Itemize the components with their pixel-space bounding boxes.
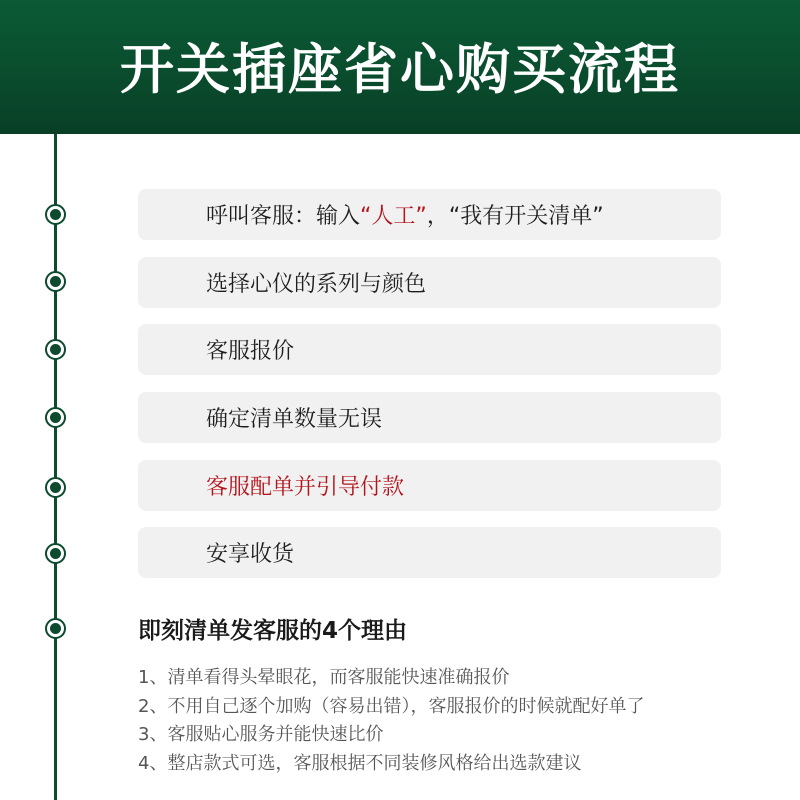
timeline-dot-3 xyxy=(45,339,66,360)
page-title: 开关插座省心购买流程 xyxy=(120,37,680,101)
step-payment xyxy=(138,460,721,511)
timeline-dot-7 xyxy=(45,618,66,639)
reason-item-2: 2、不用自己逐个加购（容易出错），客服报价的时候就配好单了 xyxy=(138,696,645,717)
timeline-dot-4 xyxy=(45,407,66,428)
reasons-title: 即刻清单发客服的4个理由 xyxy=(138,618,408,644)
step-call-service xyxy=(138,189,721,240)
step-5-label: 客服配单并引导付款 xyxy=(206,475,405,500)
step-1-highlight: “人工” xyxy=(360,204,427,229)
step-1-suffix: ，“我有开关清单” xyxy=(426,204,604,229)
reason-item-3: 3、客服贴心服务并能快速比价 xyxy=(138,724,384,745)
timeline-dot-2 xyxy=(45,271,66,292)
step-3-label: 客服报价 xyxy=(206,339,295,364)
step-choose-series xyxy=(138,257,721,308)
timeline-dot-5 xyxy=(45,477,66,498)
timeline-line xyxy=(54,134,57,800)
timeline-dot-6 xyxy=(45,543,66,564)
step-4-label: 确定清单数量无误 xyxy=(206,407,383,432)
step-receive xyxy=(138,527,721,578)
step-confirm-list xyxy=(138,392,721,443)
timeline-dot-1 xyxy=(45,204,66,225)
reason-item-1: 1、清单看得头晕眼花，而客服能快速准确报价 xyxy=(138,667,510,688)
step-6-label: 安享收货 xyxy=(206,542,295,567)
reason-item-4: 4、整店款式可选，客服根据不同装修风格给出选款建议 xyxy=(138,753,582,774)
step-1-prefix: 呼叫客服：输入 xyxy=(206,204,361,229)
step-quote xyxy=(138,324,721,375)
header-banner xyxy=(0,0,800,134)
step-2-label: 选择心仪的系列与颜色 xyxy=(206,272,427,297)
